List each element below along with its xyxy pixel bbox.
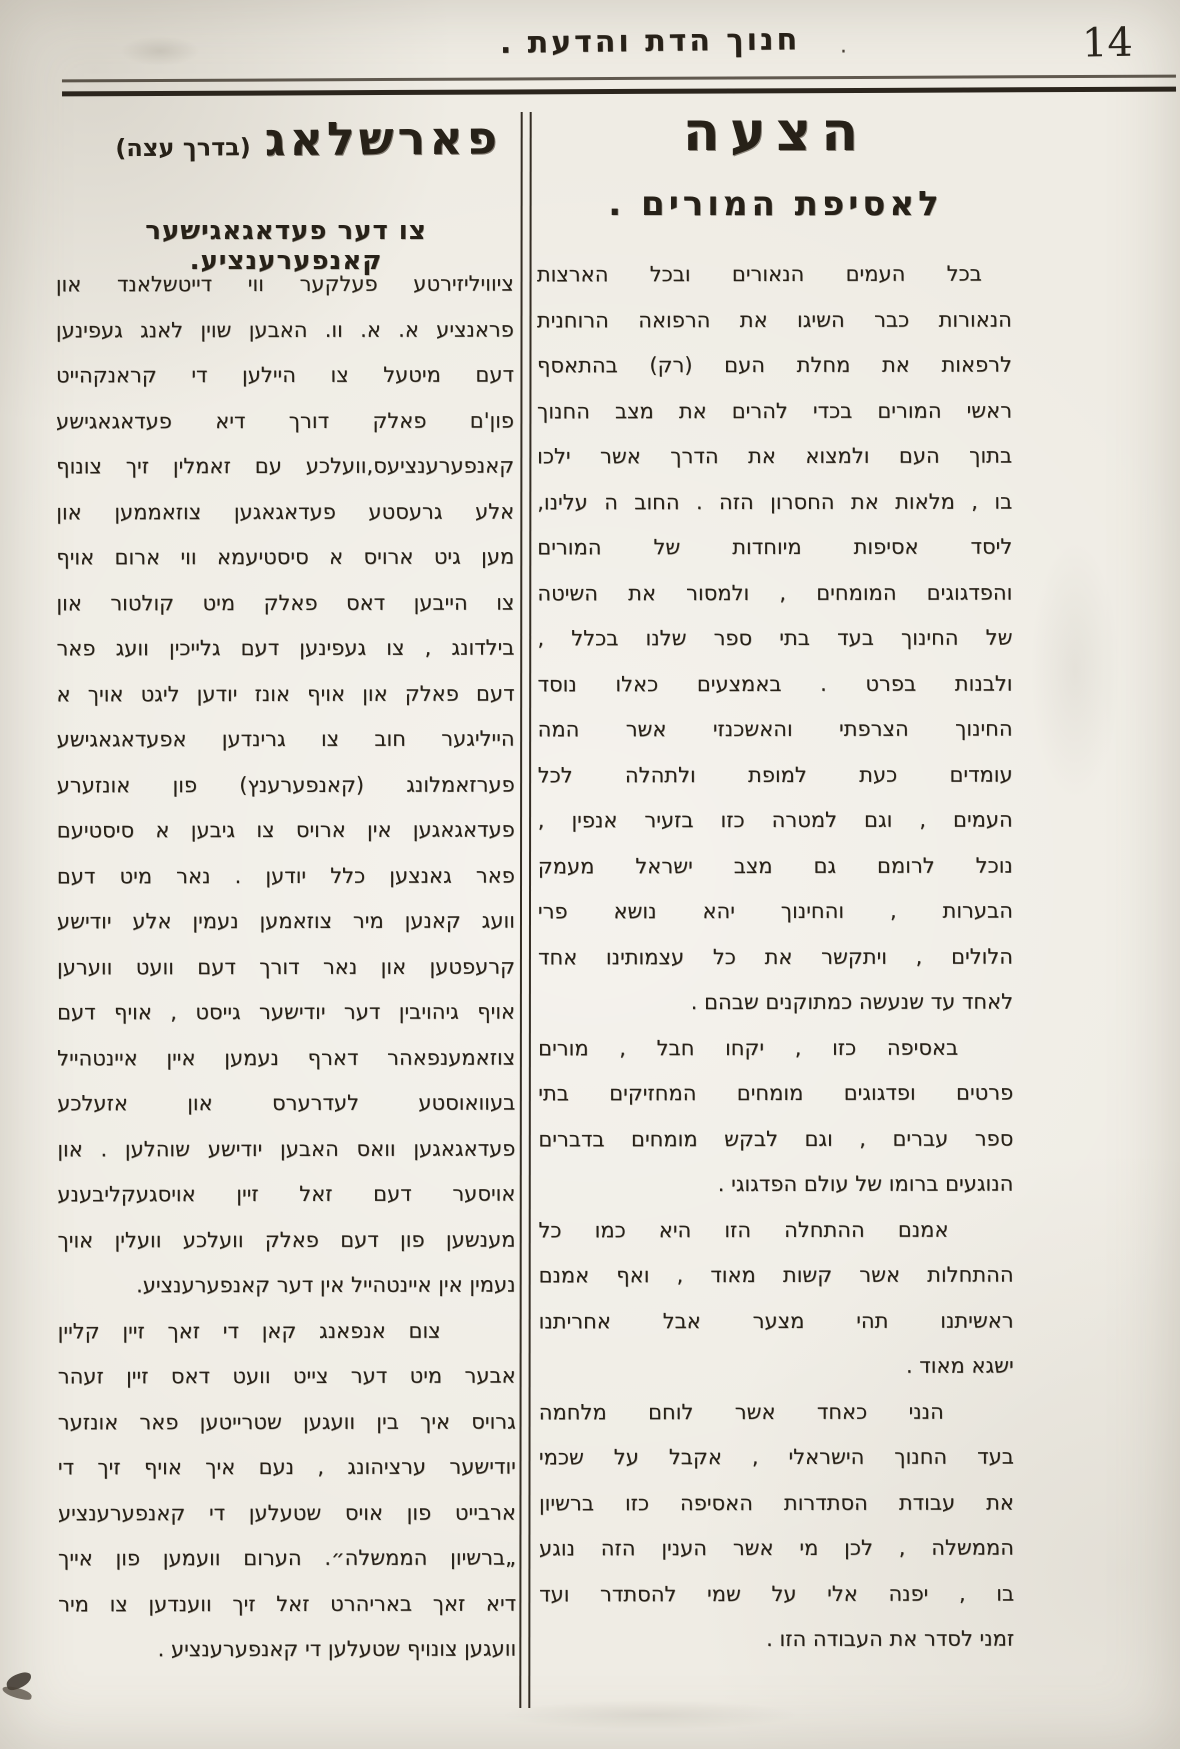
text-line: אמנם ההתחלה הזו היא כמו כל <box>538 1217 949 1242</box>
right-column-body <box>537 252 1014 1663</box>
text-line: בכל העמים הנאורים ובכל הארצות <box>536 261 982 287</box>
text-line: ישגא מאוד . <box>905 1353 1014 1378</box>
text-line: דיא זאך באריהרט זאל זיך ווענדען צו מיר <box>58 1591 517 1616</box>
header-mark: · <box>840 40 847 65</box>
text-line: מען גיט ארויס א סיסטיעמא ווי ארום אויף <box>56 544 515 570</box>
text-line: פאר גאנצען כלל יודען . נאר מיט דעם <box>56 863 515 888</box>
header-rule <box>62 75 1176 97</box>
text-line: ראשיתנו תהי מצער אבל אחריתנו <box>538 1308 1014 1333</box>
left-column-body <box>56 262 516 1673</box>
text-line: החינוך הצרפתי והאשכנזי אשר המה <box>537 716 1013 742</box>
text-line: באסיפה כזו , יקחו חבל , מורים <box>538 1035 959 1060</box>
text-line: קרעפטען און נאר דורך דעם וועט ווערען <box>56 954 516 979</box>
column-divider-rule <box>519 112 531 1708</box>
text-line: בו , מלאות את החסרון הזה . החוב ה עלינו, <box>537 489 1013 514</box>
left-column-title <box>57 110 515 167</box>
text-line: הלולים , ויתקשר את כל עצמותינו אחד <box>537 944 1014 969</box>
text-line: הייליגער חוב צו גרינדען אפעדאגאגישע <box>56 726 515 752</box>
text-line: ארבייט פון אויס שטעלען די קאנפערענציע <box>57 1500 516 1525</box>
text-line: אלע גרעסטע פעדאגאגען צוזאממען און <box>56 499 515 524</box>
text-line: בילדונג , צו געפינען דעם גלייכין וועג פאר <box>56 635 515 661</box>
right-column-subtitle: לאסיפת המורים . <box>608 184 943 224</box>
text-line: צו הייבען דאס פאלק מיט קולטור און <box>56 590 515 615</box>
text-line: דעם מיטעל צו היילען די קראנקהייט <box>55 362 514 388</box>
text-line: ספר עברים , וגם לבקש מומחים בדברים <box>538 1126 1014 1151</box>
text-line: נוכל לרומם גם מצב ישראל מעמק <box>537 853 1013 878</box>
text-line: ההתחלות אשר קשות מאוד , ואף אמנם <box>538 1262 1014 1288</box>
text-line: העמים , וגם למטרה כזו בזעיר אנפין , <box>537 807 1013 833</box>
text-line: והפדגוגים המומחים , ולמסור את השיטה <box>537 580 1013 605</box>
ink-smudge <box>2 1668 42 1708</box>
text-line: ציוויליזירטע פעלקער ווי דייטשלאנד און <box>55 271 514 297</box>
text-line: נעמין אין איינטהייל אין דער קאנפערענציע. <box>136 1272 516 1298</box>
scan-artifact <box>500 1700 800 1730</box>
left-column-title-word: פארשלאג <box>264 110 502 167</box>
text-line: „ברשיון הממשלה״. הערום וועמען פון אייך <box>58 1545 517 1571</box>
left-column-title-note: (בדרך עצה) <box>115 133 251 163</box>
text-line: גרויס איך בין וועגען שטרייטען פאר אונזער <box>57 1409 516 1434</box>
scan-artifact <box>120 36 200 66</box>
text-line: פראנציע א. א. וו. האבען שוין לאנג געפינען <box>55 317 514 342</box>
text-line: ולבנות בפרט . באמצעים כאלו נוסד <box>537 671 1013 696</box>
text-line: פערזאמלונג (קאנפערענץ) פון אונזערע <box>56 772 515 797</box>
text-line: זמני לסדר את העבודה הזו . <box>766 1626 1015 1652</box>
scan-artifact <box>1030 540 1120 800</box>
text-line: מענשען פון דעם פאלק וועלכע וועלין אויך <box>57 1227 516 1252</box>
text-line: עומדים כעת למופת ולתהלה לכל <box>537 762 1013 787</box>
text-line: דעם פאלק און אויף אונז יודען ליגט אויך א <box>56 681 515 706</box>
text-line: פון'ם פאלק דורך דיא פעדאגאגישע <box>56 408 515 433</box>
text-line: בעד החנוך הישראלי , אקבל על שכמי <box>538 1444 1014 1470</box>
text-line: של החינוך בעד בתי ספר שלנו בכלל , <box>537 625 1013 651</box>
text-line: בו , יפנה אלי על שמי להסתדר ועד <box>539 1581 1015 1606</box>
left-column-subtitle: צו דער פעדאגאגישער קאנפערענציע. <box>145 216 427 276</box>
text-line: אויסער דעם זאל זיין אויסגעקליבענע <box>57 1181 516 1207</box>
text-line: הנני כאחד אשר לוחם מלחמה <box>538 1399 944 1424</box>
page-header-title: חנוך הדת והדעת . <box>499 22 801 61</box>
text-line: ליסד אסיפות מיוחדות של המורים <box>537 534 1013 560</box>
text-line: אבער מיט דער צייט וועט דאס זיין זעהר <box>57 1363 516 1389</box>
text-line: פעדאגאגען אין ארויס צו גיבען א סיסטיעם <box>56 817 515 843</box>
text-line: בתוך העם ולמצוא את הדרך אשר ילכו <box>537 443 1013 469</box>
text-line: פרטים ופדגוגים מומחים המחזיקים בתי <box>538 1080 1014 1106</box>
text-line: הממשלה , לכן מי אשר הענין הזה נוגע <box>539 1535 1015 1561</box>
text-line: לאחד עד שנעשה כמתוקנים שבהם . <box>690 989 1014 1015</box>
text-line: לרפאות את מחלת העם (רק) בהתאסף <box>536 352 1012 378</box>
page-number: 14 <box>1081 19 1134 67</box>
text-line: וועגען צונויף שטעלען די קאנפערענציע . <box>157 1636 517 1662</box>
text-line: קאנפערענציעס,וועלכע עם זאמלין זיך צונוף <box>56 453 515 479</box>
text-line: יודישער ערציהונג , נעם איך אויף זיך די <box>57 1454 516 1480</box>
right-column-title: הצעה <box>682 100 869 163</box>
text-line: הבערות , והחינוך יהא נושא פרי <box>537 898 1013 924</box>
text-line: אויף גיהויבין דער יודישער גייסט , אויף דעם <box>57 999 516 1025</box>
text-line: צום אנפאנג קאן די זאך זיין קליין <box>57 1318 441 1343</box>
text-line: בעוואוסטע לעדרערס און אזעלכע <box>57 1090 516 1116</box>
text-line: ראשי המורים בכדי להרים את מצב החנוך <box>537 398 1013 423</box>
text-line: פעדאגאגען וואס האבען יודישע שוהלען . און <box>57 1136 516 1161</box>
text-line: את עבודת הסתדרות האסיפה כזו ברשיון <box>538 1490 1014 1515</box>
text-line: צוזאמענפאהר דארף נעמען איין איינטהייל <box>57 1045 516 1070</box>
text-line: וועג קאנען מיר צוזאמען נעמין אלע יודישע <box>56 908 515 934</box>
text-line: הנוגעים ברומו של עולם הפדגוגי . <box>717 1171 1014 1197</box>
text-line: הנאורות כבר השיגו את הרפואה הרוחנית <box>536 307 1012 332</box>
